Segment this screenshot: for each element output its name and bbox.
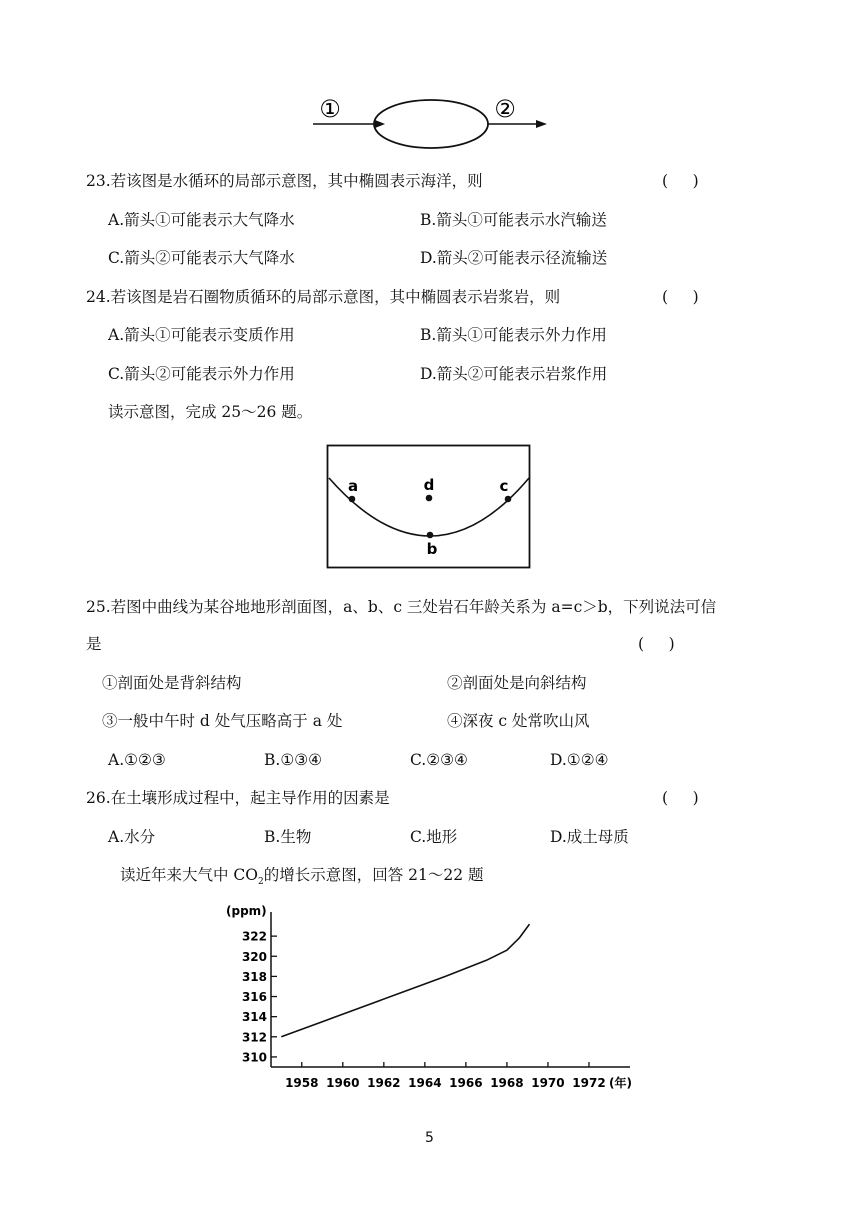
q25-stem-line1: 25.若图中曲线为某谷地地形剖面图，a、b、c 三处岩石年龄关系为 a=c＞b，下列说法可信: [86, 598, 717, 616]
q23-option-c[interactable]: C.箭头②可能表示大气降水: [108, 249, 295, 267]
x-tick-label: 1964: [408, 1076, 442, 1090]
co2-subscript: 2: [258, 877, 264, 888]
q25-option-a[interactable]: A.①②③: [108, 751, 166, 769]
y-tick-label: 322: [241, 929, 267, 944]
q25-statement-1: ①剖面处是背斜结构: [102, 674, 242, 692]
co2-line-chart: [220, 900, 640, 1095]
x-tick-label: 1958: [285, 1076, 319, 1090]
y-tick-label: 314: [241, 1010, 267, 1025]
q24-option-c[interactable]: C.箭头②可能表示外力作用: [108, 365, 295, 383]
q26-option-b[interactable]: B.生物: [264, 828, 312, 846]
y-tick-label: 312: [241, 1030, 267, 1045]
q25-option-c[interactable]: C.②③④: [410, 751, 468, 769]
x-tick-label: 1966: [449, 1076, 483, 1090]
q26-option-c[interactable]: C.地形: [410, 828, 458, 846]
x-tick-label: 1972: [572, 1076, 606, 1090]
point-d: [426, 495, 433, 502]
q24-option-b[interactable]: B.箭头①可能表示外力作用: [420, 326, 607, 344]
flow-diagram: [300, 88, 560, 158]
q23-answer-paren[interactable]: ( ): [662, 172, 699, 190]
q23-option-d[interactable]: D.箭头②可能表示径流输送: [420, 249, 608, 267]
x-tick-label: 1970: [531, 1076, 565, 1090]
y-tick-label: 316: [241, 990, 267, 1005]
label-c: c: [499, 477, 509, 495]
y-tick-label: 320: [241, 949, 267, 964]
label-a: a: [347, 477, 359, 495]
y-axis-label: (ppm): [226, 904, 267, 918]
q25-statement-2: ②剖面处是向斜结构: [447, 674, 587, 692]
q25-statement-3: ③一般中午时 d 处气压略高于 a 处: [102, 712, 343, 730]
q23-option-b[interactable]: B.箭头①可能表示水汽输送: [420, 211, 607, 229]
point-a: [349, 496, 356, 503]
q25-statement-4: ④深夜 c 处常吹山风: [447, 712, 590, 730]
label-b: b: [426, 540, 438, 558]
q26-stem: 26.在土壤形成过程中，起主导作用的因素是: [86, 789, 390, 807]
y-tick-label: 318: [241, 969, 267, 984]
x-tick-label: 1960: [326, 1076, 360, 1090]
arrow1-label: ①: [319, 95, 341, 123]
q24-option-a[interactable]: A.箭头①可能表示变质作用: [108, 326, 295, 344]
intro-25-26: 读示意图，完成 25～26 题。: [108, 403, 313, 421]
q24-answer-paren[interactable]: ( ): [662, 288, 699, 306]
valley-diagram: [326, 444, 532, 572]
q25-stem-line2: 是: [86, 635, 102, 653]
q23-option-a[interactable]: A.箭头①可能表示大气降水: [108, 211, 295, 229]
ellipse: [374, 100, 488, 148]
point-b: [427, 532, 434, 539]
q24-stem: 24.若该图是岩石圈物质循环的局部示意图，其中椭圆表示岩浆岩，则: [86, 288, 561, 306]
q25-answer-paren[interactable]: ( ): [638, 635, 675, 653]
q26-option-a[interactable]: A.水分: [108, 828, 156, 846]
label-d: d: [423, 476, 435, 494]
q25-option-b[interactable]: B.①③④: [264, 751, 323, 769]
co2-series-line: [281, 924, 529, 1037]
y-tick-label: 310: [241, 1050, 267, 1065]
point-c: [505, 496, 512, 503]
q25-option-d[interactable]: D.①②④: [550, 751, 609, 769]
page-number: 5: [425, 1130, 434, 1146]
x-axis-label: (年): [608, 1076, 632, 1090]
q23-stem: 23.若该图是水循环的局部示意图，其中椭圆表示海洋，则: [86, 172, 483, 190]
arrow2-label: ②: [494, 95, 516, 123]
q26-answer-paren[interactable]: ( ): [662, 789, 699, 807]
intro-co2: 读近年来大气中 $CO_2$的增长示意图，回答 21～22 题: [120, 866, 484, 888]
q26-option-d[interactable]: D.成土母质: [550, 828, 629, 846]
x-tick-label: 1962: [367, 1076, 401, 1090]
q24-option-d[interactable]: D.箭头②可能表示岩浆作用: [420, 365, 608, 383]
x-tick-label: 1968: [490, 1076, 524, 1090]
